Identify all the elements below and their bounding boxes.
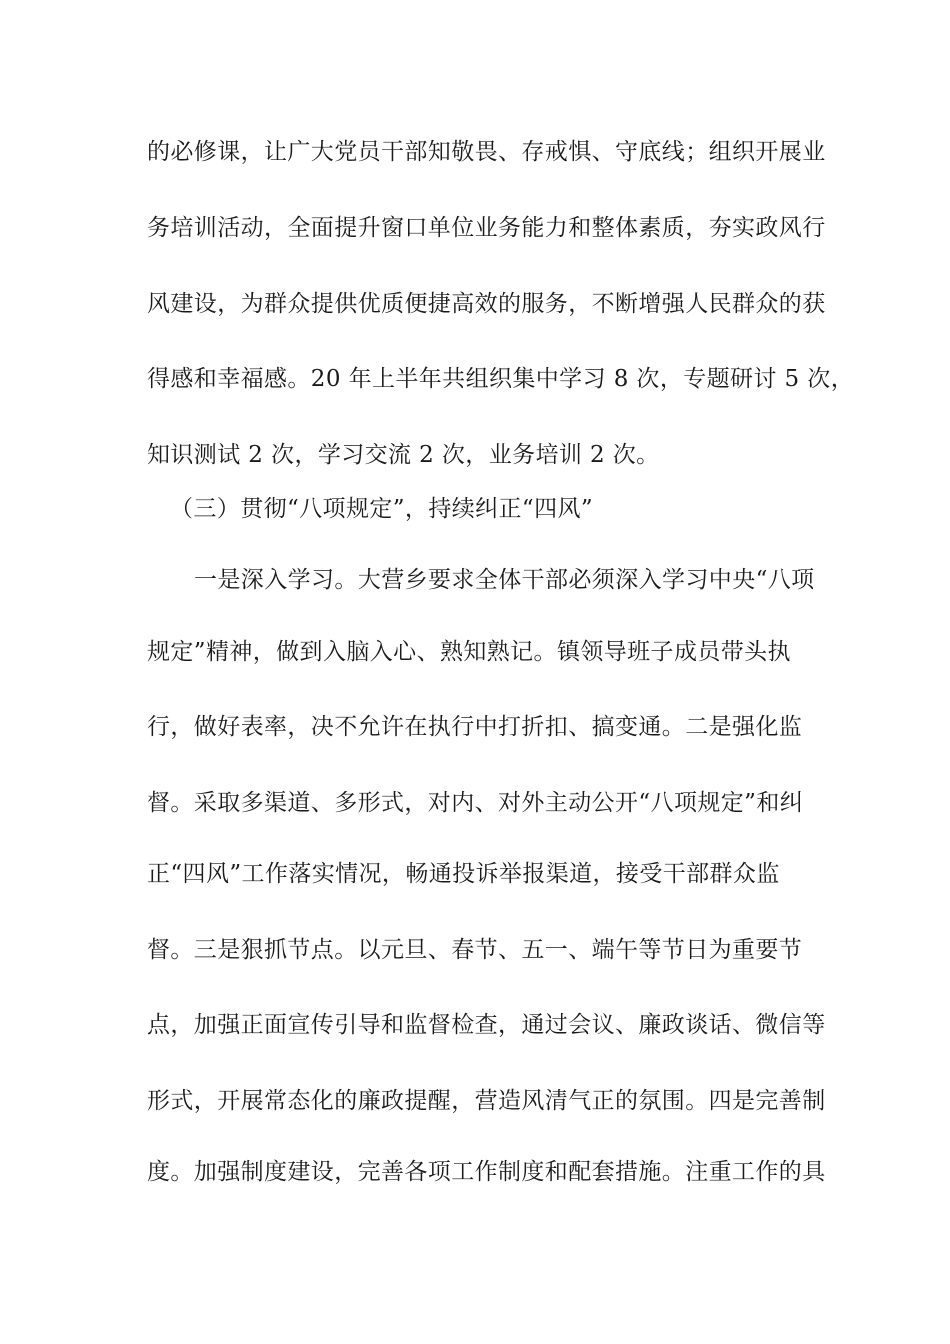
paragraph-line: 一是深入学习。大营乡要求全体干部必须深入学习中央“八项: [194, 567, 815, 593]
paragraph-line: 的必修课，让广大党员干部知敬畏、存戒惧、守底线；组织开展业: [147, 139, 826, 165]
paragraph-line: 知识测试 2 次，学习交流 2 次，业务培训 2 次。: [147, 442, 660, 468]
paragraph-line: 规定”精神，做到入脑入心、熟知熟记。镇领导班子成员带头执: [147, 639, 791, 665]
paragraph-line: 得感和幸福感。20 年上半年共组织集中学习 8 次，专题研讨 5 次，: [147, 366, 855, 392]
paragraph-line: 点，加强正面宣传引导和监督检查，通过会议、廉政谈话、微信等: [147, 1012, 826, 1038]
paragraph-line: 督。三是狠抓节点。以元旦、春节、五一、端午等节日为重要节: [147, 937, 803, 963]
paragraph-line: 度。加强制度建设，完善各项工作制度和配套措施。注重工作的具: [147, 1159, 826, 1185]
section-heading: （三）贯彻“八项规定”，持续纠正“四风”: [170, 496, 594, 522]
paragraph-line: 形式，开展常态化的廉政提醒，营造风清气正的氛围。四是完善制: [147, 1088, 826, 1114]
paragraph-line: 务培训活动，全面提升窗口单位业务能力和整体素质，夯实政风行: [147, 215, 826, 241]
paragraph-line: 督。采取多渠道、多形式，对内、对外主动公开“八项规定”和纠: [147, 790, 804, 816]
paragraph-line: 风建设，为群众提供优质便捷高效的服务，不断增强人民群众的获: [147, 291, 826, 317]
paragraph-line: 正“四风”工作落实情况，畅通投诉举报渠道，接受干部群众监: [147, 861, 780, 887]
paragraph-line: 行，做好表率，决不允许在执行中打折扣、搞变通。二是强化监: [147, 714, 803, 740]
